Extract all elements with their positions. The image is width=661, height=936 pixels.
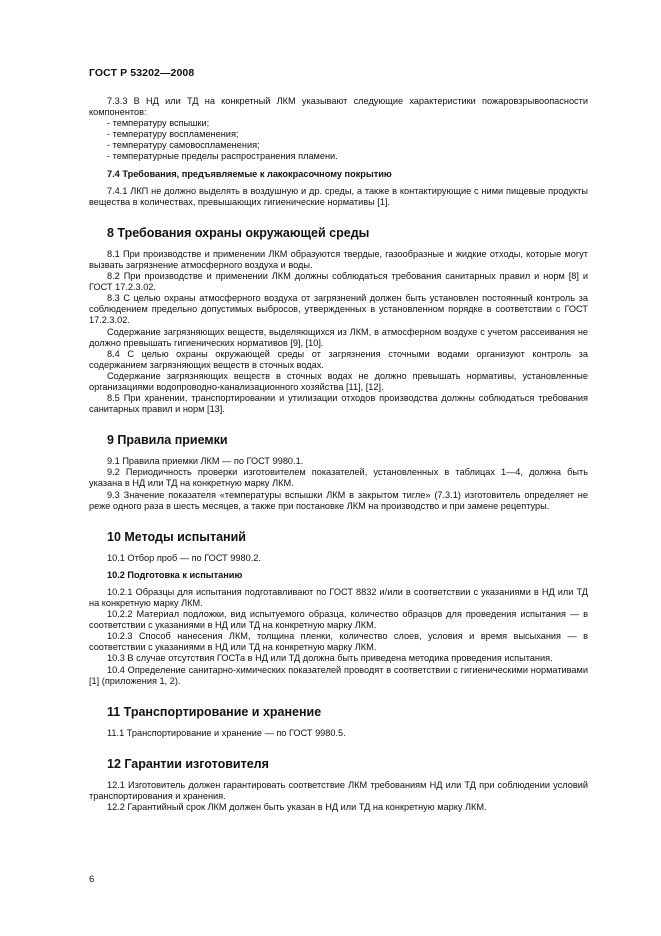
paragraph-10-1: 10.1 Отбор проб — по ГОСТ 9980.2. xyxy=(107,552,261,563)
section-title-12: 12 Гарантии изготовителя xyxy=(107,756,269,771)
section-title-8: 8 Требования охраны окружающей среды xyxy=(107,225,370,240)
list-item: - температуру воспламенения; xyxy=(107,129,239,140)
paragraph-8-3-continued: Содержание загрязняющих веществ, выделяющихся из ЛКМ, в атмосферном воздухе с учетом рассеивания не должно превышать гигиенических нормативов [9], [10]. xyxy=(89,326,588,348)
document-body xyxy=(89,96,588,813)
paragraph-8-1: 8.1 При производстве и применении ЛКМ образуются твердые, газообразные и жидкие отходы, которые могут вызвать загрязнение атмосферного воздуха и воды. xyxy=(89,248,588,270)
list-item: - температурные пределы распространения пламени. xyxy=(107,151,338,162)
paragraph-8-5: 8.5 При хранении, транспортировании и утилизации отходов производства должны соблюдаться требования санитарных правил и норм [13]. xyxy=(89,393,588,415)
paragraph-7-4-1: 7.4.1 ЛКП не должно выделять в воздушную и др. среды, а также в контактирующие с ними пищевые продукты вещества в количествах, превышающих гигиенические нормативы [1]. xyxy=(89,185,588,207)
paragraph-9-3: 9.3 Значение показателя «температуры вспышки ЛКМ в закрытом тигле» (7.3.1) изготовитель определяет не реже одного раза в шесть месяцев, а также при постановке ЛКМ на производство и при замене рецептуры. xyxy=(89,489,588,511)
document-header: ГОСТ Р 53202—2008 xyxy=(89,67,195,79)
paragraph-10-2-2: 10.2.2 Материал подложки, вид испытуемого образца, количество образцов для проведения испытания — в соответствии с указаниями в НД или ТД на конкретную марку ЛКМ. xyxy=(89,609,588,631)
paragraph-7-3-3: 7.3.3 В НД или ТД на конкретный ЛКМ указывают следующие характеристики пожаровзрывоопасности компонентов: xyxy=(89,96,588,118)
paragraph-10-4: 10.4 Определение санитарно-химических показателей проводят в соответствии с гигиеническими нормативами [1] (приложения 1, 2). xyxy=(89,664,588,686)
subheading-10-2: 10.2 Подготовка к испытанию xyxy=(107,569,243,580)
list-item: - температуру вспышки; xyxy=(107,118,210,129)
list-item: - температуру самовоспламенения; xyxy=(107,140,260,151)
paragraph-8-3: 8.3 С целью охраны атмосферного воздуха от загрязнений должен быть установлен постоянный контроль за соблюдением предельно допустимых выбросов, утвержденных в установленном порядке в соответствии с ГОСТ 17.2.3.02. xyxy=(89,293,588,326)
paragraph-9-1: 9.1 Правила приемки ЛКМ — по ГОСТ 9980.1. xyxy=(107,456,304,467)
paragraph-10-2-1: 10.2.1 Образцы для испытания подготавливают по ГОСТ 8832 и/или в соответствии с указаниями в НД или ТД на конкретную марку ЛКМ. xyxy=(89,586,588,608)
subheading-7-4: 7.4 Требования, предъявляемые к лакокрасочному покрытию xyxy=(107,168,392,179)
page-number: 6 xyxy=(89,874,95,885)
section-title-10: 10 Методы испытаний xyxy=(107,529,246,544)
section-title-9: 9 Правила приемки xyxy=(107,433,228,448)
paragraph-12-1: 12.1 Изготовитель должен гарантировать соответствие ЛКМ требованиям НД или ТД при соблюдении условий транспортирования и хранения. xyxy=(89,779,588,801)
paragraph-10-2-3: 10.2.3 Способ нанесения ЛКМ, толщина пленки, количество слоев, условия и время высыхания — в соответствии с указаниями в НД или ТД на конкретную марку ЛКМ. xyxy=(89,631,588,653)
paragraph-11-1: 11.1 Транспортирование и хранение — по ГОСТ 9980.5. xyxy=(107,727,346,738)
paragraph-9-2: 9.2 Периодичность проверки изготовителем показателей, установленных в таблицах 1—4, должна быть указана в НД или ТД на конкретную марку ЛКМ. xyxy=(89,467,588,489)
paragraph-10-3: 10.3 В случае отсутствия ГОСТа в НД или ТД должна быть приведена методика проведения испытания. xyxy=(107,653,553,664)
paragraph-8-2: 8.2 При производстве и применении ЛКМ должны соблюдаться требования санитарных правил и норм [8] и ГОСТ 17.2.3.02. xyxy=(89,271,588,293)
paragraph-8-4: 8.4 С целью охраны окружающей среды от загрязнения сточными водами организуют контроль за содержанием загрязняющих веществ в сточных водах. xyxy=(89,348,588,370)
section-title-11: 11 Транспортирование и хранение xyxy=(107,704,322,719)
paragraph-8-4-continued: Содержание загрязняющих веществ в сточных водах не должно превышать нормативы, установленные организациями водопроводно-канализационного хозяйства [11], [12]. xyxy=(89,370,588,392)
paragraph-12-2: 12.2 Гарантийный срок ЛКМ должен быть указан в НД или ТД на конкретную марку ЛКМ. xyxy=(107,802,487,813)
